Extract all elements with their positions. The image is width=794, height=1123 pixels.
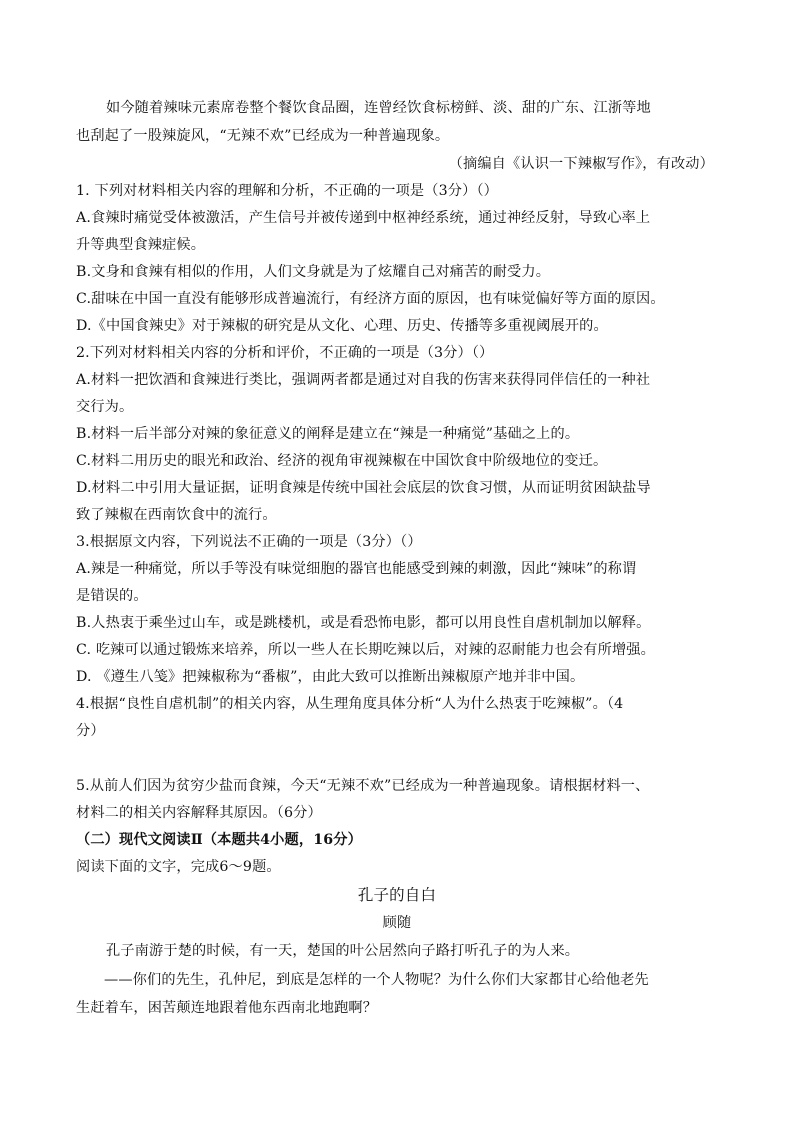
question-2-option-d-cont: 致了辣椒在西南饮食中的流行。 bbox=[76, 507, 277, 523]
question-1-option-d: D.《中国食辣史》对于辣椒的研究是从文化、心理、历史、传播等多重视阈展开的。 bbox=[76, 318, 608, 334]
question-3-option-c: C. 吃辣可以通过锻炼来培养，所以一些人在长期吃辣以后，对辣的忍耐能力也会有所增强。 bbox=[76, 642, 655, 658]
passage-paragraph-line: 孔子南游于楚的时候，有一天，楚国的叶公居然向子路打听孔子的为人来。 bbox=[106, 943, 580, 959]
passage-author: 顾随 bbox=[382, 915, 412, 931]
question-2-option-a-cont: 交行为。 bbox=[76, 399, 134, 415]
question-4-stem: 4.根据“良性自虐机制”的相关内容，从生理角度具体分析“人为什么热衷于吃辣椒”。（4 bbox=[76, 696, 624, 712]
question-4-stem-cont: 分） bbox=[76, 723, 105, 739]
question-5-stem-cont: 材料二的相关内容解释其原因。（6分） bbox=[76, 805, 322, 821]
section-heading: （二）现代文阅读Ⅱ（本题共4小题，16分） bbox=[76, 832, 362, 848]
question-1-option-b: B.文身和食辣有相似的作用，人们文身就是为了炫耀自己对痛苦的耐受力。 bbox=[76, 264, 551, 280]
question-3-option-b: B.人热衷于乘坐过山车，或是跳楼机，或是看恐怖电影，都可以用良性自虐机制加以解释。 bbox=[76, 615, 651, 631]
question-3-option-a-cont: 是错误的。 bbox=[76, 588, 148, 604]
question-2-option-d: D.材料二中引用大量证据，证明食辣是传统中国社会底层的饮食习惯，从而证明贫困缺盐导 bbox=[76, 480, 651, 496]
question-1-option-a: A.食辣时痛觉受体被激活，产生信号并被传递到中枢神经系统，通过神经反射，导致心率上 bbox=[76, 210, 651, 226]
question-2-stem: 2.下列对材料相关内容的分析和评价，不正确的一项是（3分）（） bbox=[76, 345, 494, 361]
passage-title: 孔子的自白 bbox=[357, 886, 437, 904]
question-3-option-a: A.辣是一种痛觉，所以手等没有味觉细胞的器官也能感受到辣的刺激，因此“辣味”的称谓 bbox=[76, 561, 637, 577]
question-2-option-a: A.材料一把饮酒和食辣进行类比，强调两者都是通过对自我的伤害来获得同伴信任的一种社 bbox=[76, 372, 651, 388]
passage-paragraph-line: 生赶着车，困苦颠连地跟着他东西南北地跑啊？ bbox=[76, 1000, 378, 1016]
source-citation: （摘编自《认识一下辣椒写作》，有改动） bbox=[448, 156, 714, 172]
material-paragraph-line: 如今随着辣味元素席卷整个餐饮食品圈，连曾经饮食标榜鲜、淡、甜的广东、江浙等地 bbox=[106, 100, 651, 116]
passage-paragraph-line: ——你们的先生，孔仲尼，到底是怎样的一个人物呢？为什么你们大家都甘心给他老先 bbox=[104, 972, 649, 988]
question-1-stem: 1. 下列对材料相关内容的理解和分析，不正确的一项是（3分）（） bbox=[76, 183, 499, 199]
question-3-option-d: D. 《遵生八笺》把辣椒称为“番椒”，由此大致可以推断出辣椒原产地并非中国。 bbox=[76, 669, 585, 685]
material-paragraph-line: 也刮起了一股辣旋风，“无辣不欢”已经成为一种普遍现象。 bbox=[76, 128, 450, 144]
question-1-option-c: C.甜味在中国一直没有能够形成普遍流行，有经济方面的原因，也有味觉偏好等方面的原因。 bbox=[76, 291, 665, 307]
question-2-option-c: C.材料二用历史的眼光和政治、经济的视角审视辣椒在中国饮食中阶级地位的变迁。 bbox=[76, 453, 608, 469]
question-3-stem: 3.根据原文内容，下列说法不正确的一项是（3分）（） bbox=[76, 534, 422, 550]
question-1-option-a-cont: 升等典型食辣症候。 bbox=[76, 237, 206, 253]
question-2-option-b: B.材料一后半部分对辣的象征意义的阐释是建立在“辣是一种痛觉”基础之上的。 bbox=[76, 426, 580, 442]
reading-instruction: 阅读下面的文字，完成6～9题。 bbox=[76, 859, 281, 875]
question-5-stem: 5.从前人们因为贫穷少盐而食辣，今天“无辣不欢”已经成为一种普遍现象。请根据材料一、 bbox=[76, 778, 650, 794]
